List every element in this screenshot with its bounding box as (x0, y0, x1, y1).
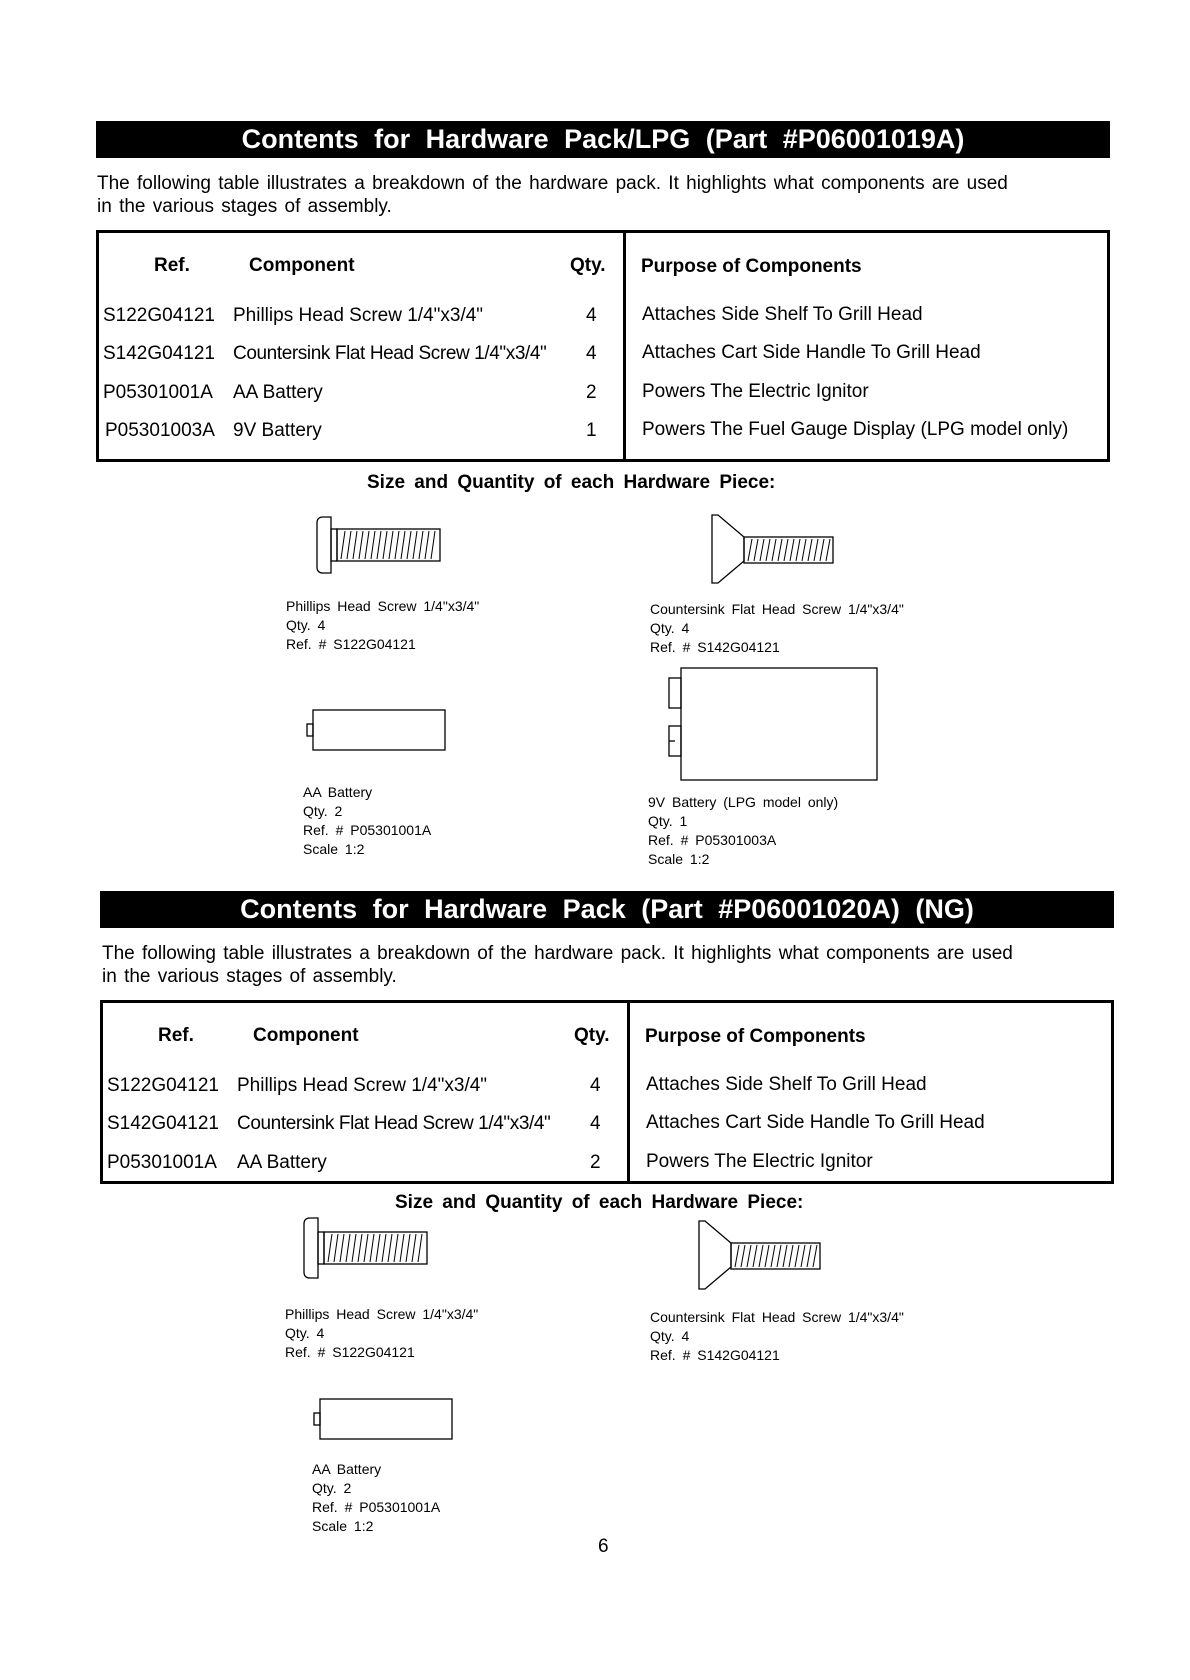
header-ref: Ref. (158, 1025, 194, 1046)
row-qty: 4 (590, 1075, 601, 1096)
9v-battery-drawing (667, 666, 879, 782)
piece-name: AA Battery (312, 1461, 382, 1477)
piece-qty: Qty. 1 (648, 813, 688, 829)
row-ref: S122G04121 (103, 305, 215, 326)
header-component: Component (249, 255, 355, 276)
row-component: Countersink Flat Head Screw 1/4"x3/4" (237, 1113, 551, 1134)
page-number: 6 (598, 1536, 609, 1557)
phillips-screw-drawing (302, 1216, 432, 1280)
piece-ref: Ref. # S122G04121 (285, 1344, 415, 1360)
pieces-title: Size and Quantity of each Hardware Piece: (367, 472, 776, 493)
intro-line: The following table illustrates a breakdown of the hardware pack. It highlights what components are used (97, 173, 1008, 194)
intro-line: in the various stages of assembly. (102, 966, 397, 987)
header-purpose: Purpose of Components (645, 1026, 866, 1047)
row-purpose: Attaches Side Shelf To Grill Head (642, 304, 923, 325)
row-qty: 1 (586, 420, 597, 441)
countersink-screw-drawing (710, 513, 840, 585)
row-component: Countersink Flat Head Screw 1/4"x3/4" (233, 343, 547, 364)
countersink-screw-drawing (697, 1219, 827, 1291)
piece-name: Countersink Flat Head Screw 1/4"x3/4" (650, 601, 904, 617)
piece-caption (650, 600, 904, 657)
header-qty: Qty. (574, 1025, 610, 1046)
piece-name: 9V Battery (LPG model only) (648, 794, 839, 810)
intro-line: The following table illustrates a breakdown of the hardware pack. It highlights what components are used (102, 943, 1013, 964)
piece-name: AA Battery (303, 784, 373, 800)
intro-line: in the various stages of assembly. (97, 196, 392, 217)
piece-ref: Ref. # S142G04121 (650, 639, 780, 655)
section-title: Contents for Hardware Pack/LPG (Part #P06001019A) (96, 121, 1110, 158)
row-purpose: Attaches Cart Side Handle To Grill Head (646, 1112, 985, 1133)
piece-ref: Ref. # P05301003A (648, 832, 777, 848)
piece-scale: Scale 1:2 (312, 1518, 374, 1534)
header-component: Component (253, 1025, 359, 1046)
header-ref: Ref. (154, 255, 190, 276)
piece-name: Phillips Head Screw 1/4"x3/4" (286, 598, 480, 614)
hardware-table (100, 1000, 1114, 1184)
header-purpose: Purpose of Components (641, 256, 862, 277)
row-purpose: Powers The Electric Ignitor (646, 1151, 873, 1172)
section-intro (102, 942, 1122, 988)
piece-qty: Qty. 2 (312, 1480, 352, 1496)
aa-battery-drawing (305, 708, 447, 752)
row-purpose: Powers The Fuel Gauge Display (LPG model only) (642, 419, 1069, 440)
piece-qty: Qty. 4 (650, 620, 690, 636)
row-qty: 4 (590, 1113, 601, 1134)
table-divider (627, 1003, 630, 1181)
row-component: 9V Battery (233, 420, 322, 441)
phillips-screw-drawing (315, 515, 445, 575)
piece-name: Countersink Flat Head Screw 1/4"x3/4" (650, 1309, 904, 1325)
piece-qty: Qty. 4 (286, 617, 326, 633)
row-ref: P05301001A (103, 382, 213, 403)
row-qty: 2 (586, 382, 597, 403)
header-qty: Qty. (570, 255, 606, 276)
piece-caption (303, 783, 431, 859)
piece-ref: Ref. # S122G04121 (286, 636, 416, 652)
row-component: Phillips Head Screw 1/4"x3/4" (233, 305, 484, 326)
row-component: Phillips Head Screw 1/4"x3/4" (237, 1075, 488, 1096)
piece-caption (285, 1305, 478, 1362)
piece-qty: Qty. 2 (303, 803, 343, 819)
row-purpose: Powers The Electric Ignitor (642, 381, 869, 402)
piece-ref: Ref. # S142G04121 (650, 1347, 780, 1363)
row-ref: P05301001A (107, 1152, 217, 1173)
row-qty: 4 (586, 305, 597, 326)
section-intro (97, 172, 1117, 218)
section-title: Contents for Hardware Pack (Part #P06001020A) (NG) (100, 891, 1114, 928)
piece-caption (648, 793, 838, 869)
pieces-title: Size and Quantity of each Hardware Piece: (395, 1192, 804, 1213)
row-component: AA Battery (233, 382, 323, 403)
row-qty: 4 (586, 343, 597, 364)
row-ref: S122G04121 (107, 1075, 219, 1096)
row-ref: S142G04121 (107, 1113, 219, 1134)
piece-ref: Ref. # P05301001A (303, 822, 432, 838)
piece-qty: Qty. 4 (650, 1328, 690, 1344)
table-divider (623, 233, 626, 459)
aa-battery-drawing (312, 1397, 454, 1441)
piece-scale: Scale 1:2 (303, 841, 365, 857)
hardware-table (96, 230, 1110, 462)
row-purpose: Attaches Side Shelf To Grill Head (646, 1074, 927, 1095)
piece-caption (312, 1460, 440, 1536)
row-purpose: Attaches Cart Side Handle To Grill Head (642, 342, 981, 363)
row-qty: 2 (590, 1152, 601, 1173)
piece-scale: Scale 1:2 (648, 851, 710, 867)
piece-qty: Qty. 4 (285, 1325, 325, 1341)
row-ref: P05301003A (105, 420, 215, 441)
piece-caption (650, 1308, 904, 1365)
row-component: AA Battery (237, 1152, 327, 1173)
piece-ref: Ref. # P05301001A (312, 1499, 441, 1515)
row-ref: S142G04121 (103, 343, 215, 364)
piece-name: Phillips Head Screw 1/4"x3/4" (285, 1306, 479, 1322)
piece-caption (286, 597, 479, 654)
